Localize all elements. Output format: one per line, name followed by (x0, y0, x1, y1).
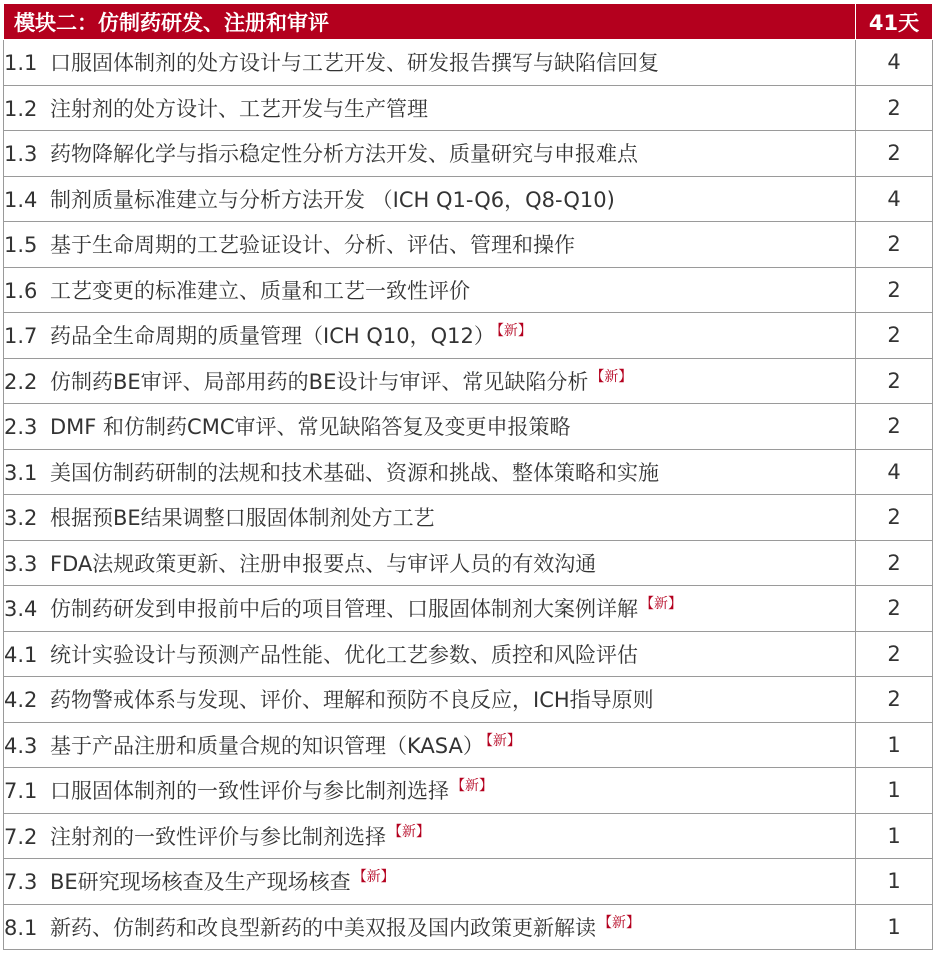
course-row (4, 131, 933, 177)
course-title: 统计实验设计与预测产品性能、优化工艺参数、质控和风险评估 (50, 642, 638, 667)
course-row (4, 722, 933, 768)
course-row (4, 859, 933, 905)
new-badge: 【新】 (352, 869, 395, 886)
course-cell (4, 677, 856, 723)
course-days: 2 (856, 404, 933, 450)
course-cell (4, 586, 856, 632)
course-days: 2 (856, 677, 933, 723)
course-row (4, 813, 933, 859)
course-title: 口服固体制剂的一致性评价与参比制剂选择 (50, 779, 449, 804)
module-total-days: 41天 (856, 4, 933, 40)
course-title: BE研究现场核查及生产现场核查 (50, 870, 351, 895)
course-number: 2.3 (4, 415, 38, 440)
course-cell (4, 40, 856, 86)
course-number: 4.2 (4, 688, 38, 713)
course-cell (4, 267, 856, 313)
course-title: 基于产品注册和质量合规的知识管理（KASA） (50, 733, 484, 758)
course-cell (4, 722, 856, 768)
course-title: 新药、仿制药和改良型新药的中美双报及国内政策更新解读 (50, 915, 596, 940)
course-title: FDA法规政策更新、注册申报要点、与审评人员的有效沟通 (50, 551, 597, 576)
course-table-body (4, 4, 933, 950)
course-cell (4, 495, 856, 541)
course-number: 2.2 (4, 369, 38, 394)
course-number: 1.2 (4, 96, 38, 121)
course-number: 1.7 (4, 324, 38, 349)
course-number: 1.3 (4, 142, 38, 167)
course-days: 2 (856, 540, 933, 586)
course-row (4, 313, 933, 359)
course-title: DMF 和仿制药CMC审评、常见缺陷答复及变更申报策略 (50, 415, 571, 440)
course-cell (4, 813, 856, 859)
course-cell (4, 540, 856, 586)
course-number: 7.2 (4, 824, 38, 849)
course-number: 1.6 (4, 278, 38, 303)
course-number: 3.2 (4, 506, 38, 531)
course-row (4, 358, 933, 404)
course-title: 药品全生命周期的质量管理（ICH Q10，Q12） (50, 324, 495, 349)
course-cell (4, 768, 856, 814)
course-row (4, 540, 933, 586)
course-number: 1.4 (4, 187, 38, 212)
course-title: 制剂质量标准建立与分析方法开发 （ICH Q1-Q6，Q8-Q10) (50, 187, 615, 212)
course-days: 4 (856, 176, 933, 222)
course-row (4, 768, 933, 814)
new-badge: 【新】 (451, 778, 493, 795)
module-header-row (4, 4, 933, 40)
new-badge: 【新】 (496, 323, 532, 340)
course-days: 2 (856, 631, 933, 677)
course-table (3, 3, 933, 950)
course-number: 4.3 (4, 733, 38, 758)
course-cell (4, 904, 856, 950)
course-title: 工艺变更的标准建立、质量和工艺一致性评价 (50, 278, 470, 303)
course-title: 仿制药研发到申报前中后的项目管理、口服固体制剂大案例详解 (50, 597, 638, 622)
course-title: 仿制药BE审评、局部用药的BE设计与审评、常见缺陷分析 (50, 369, 589, 394)
course-days: 2 (856, 85, 933, 131)
course-number: 7.1 (4, 779, 38, 804)
course-days: 2 (856, 222, 933, 268)
course-days: 2 (856, 495, 933, 541)
course-days: 1 (856, 768, 933, 814)
course-row (4, 40, 933, 86)
course-row (4, 85, 933, 131)
new-badge: 【新】 (388, 823, 430, 840)
course-title: 注射剂的处方设计、工艺开发与生产管理 (50, 96, 428, 121)
course-row (4, 267, 933, 313)
course-days: 2 (856, 267, 933, 313)
course-number: 1.5 (4, 233, 38, 258)
course-number: 3.1 (4, 460, 38, 485)
course-days: 1 (856, 813, 933, 859)
course-days: 2 (856, 358, 933, 404)
course-days: 1 (856, 904, 933, 950)
new-badge: 【新】 (590, 368, 633, 385)
course-row (4, 449, 933, 495)
course-title: 药物警戒体系与发现、评价、理解和预防不良反应，ICH指导原则 (50, 688, 654, 713)
new-badge: 【新】 (598, 914, 640, 931)
module-title: 模块二：仿制药研发、注册和审评 (4, 4, 856, 40)
course-row (4, 904, 933, 950)
course-number: 1.1 (4, 51, 38, 76)
course-cell (4, 131, 856, 177)
course-days: 4 (856, 449, 933, 495)
course-days: 1 (856, 722, 933, 768)
course-row (4, 631, 933, 677)
course-days: 1 (856, 859, 933, 905)
course-title: 药物降解化学与指示稳定性分析方法开发、质量研究与申报难点 (50, 142, 638, 167)
course-title: 口服固体制剂的处方设计与工艺开发、研发报告撰写与缺陷信回复 (50, 51, 659, 76)
course-cell (4, 859, 856, 905)
course-number: 8.1 (4, 915, 38, 940)
course-cell (4, 85, 856, 131)
course-row (4, 495, 933, 541)
course-title: 基于生命周期的工艺验证设计、分析、评估、管理和操作 (50, 233, 575, 258)
course-number: 4.1 (4, 642, 38, 667)
course-title: 美国仿制药研制的法规和技术基础、资源和挑战、整体策略和实施 (50, 460, 659, 485)
course-title: 注射剂的一致性评价与参比制剂选择 (50, 824, 386, 849)
course-cell (4, 176, 856, 222)
course-days: 2 (856, 586, 933, 632)
course-days: 4 (856, 40, 933, 86)
course-days: 2 (856, 131, 933, 177)
course-row (4, 586, 933, 632)
course-number: 3.3 (4, 551, 38, 576)
new-badge: 【新】 (485, 732, 521, 749)
course-cell (4, 631, 856, 677)
course-title: 根据预BE结果调整口服固体制剂处方工艺 (50, 506, 435, 531)
course-row (4, 176, 933, 222)
course-cell (4, 449, 856, 495)
course-row (4, 677, 933, 723)
course-cell (4, 358, 856, 404)
course-cell (4, 222, 856, 268)
course-cell (4, 404, 856, 450)
course-days: 2 (856, 313, 933, 359)
course-row (4, 404, 933, 450)
course-number: 3.4 (4, 597, 38, 622)
course-cell (4, 313, 856, 359)
course-number: 7.3 (4, 870, 38, 895)
course-row (4, 222, 933, 268)
new-badge: 【新】 (640, 596, 682, 613)
